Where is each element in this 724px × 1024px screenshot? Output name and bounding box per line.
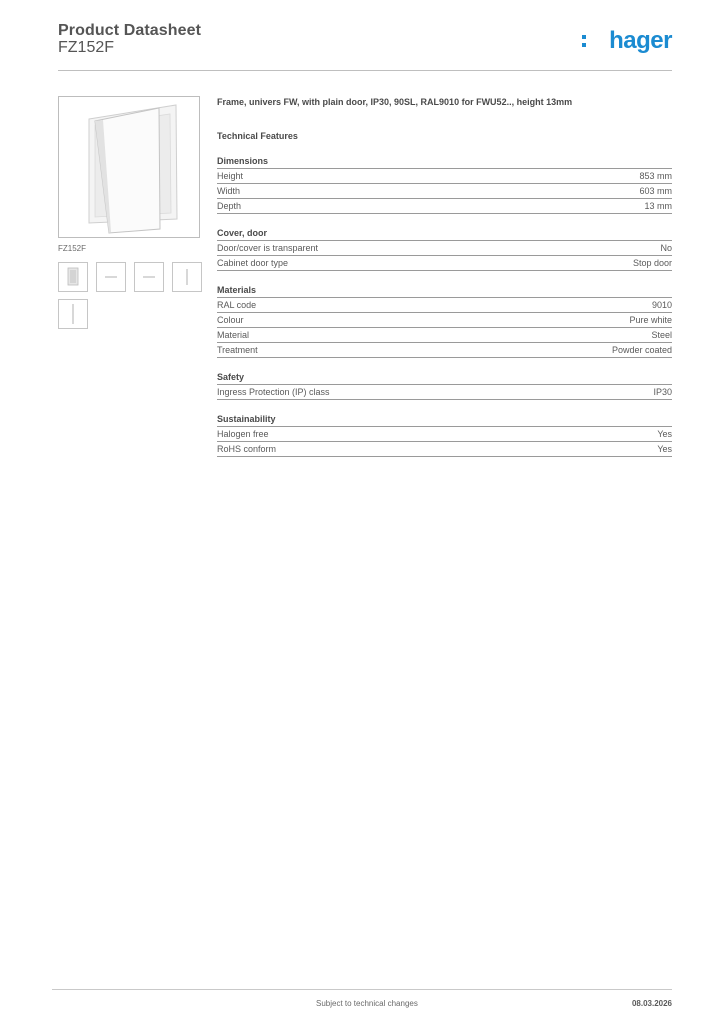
row-value: No [660,243,672,253]
row-value: Yes [657,429,672,439]
hager-logo [582,26,672,56]
row-label: Ingress Protection (IP) class [217,387,330,397]
logo-colon-icon [582,35,587,49]
row-label: Depth [217,201,242,211]
side-view-thumbnail[interactable] [134,262,164,292]
table-row [217,256,672,271]
row-label: RoHS conform [217,444,277,454]
table-row [217,313,672,328]
row-value: Pure white [629,315,672,325]
section-cover-door [217,227,672,271]
table-row [217,328,672,343]
row-value: 13 mm [644,201,672,211]
product-description: Frame, univers FW, with plain door, IP30, 90SL, RAL9010 for FWU52.., height 13mm [217,97,573,107]
table-row [217,343,672,358]
row-value: Powder coated [611,345,672,355]
row-label: Colour [217,315,244,325]
front-view-thumbnail[interactable] [58,262,88,292]
section-sustainability [217,413,672,457]
profile-view-thumbnail[interactable] [58,299,88,329]
section-title: Cover, door [217,227,672,241]
section-title: Safety [217,371,672,385]
row-value: 9010 [651,300,672,310]
table-row [217,184,672,199]
edge-view-thumbnail[interactable] [172,262,202,292]
frame-with-plain-door-image[interactable] [58,96,200,238]
row-value: 603 mm [639,186,672,196]
table-row [217,385,672,400]
row-label: Width [217,186,241,196]
logo-text: hager [609,27,672,54]
product-code: FZ152F [58,39,115,56]
page-header [58,20,672,71]
section-safety [217,371,672,400]
row-value: Yes [657,444,672,454]
row-label: Material [217,330,250,340]
row-value: IP30 [653,387,672,397]
row-label: Door/cover is transparent [217,243,319,253]
table-row [217,427,672,442]
top-view-thumbnail[interactable] [96,262,126,292]
row-label: Treatment [217,345,258,355]
row-label: Height [217,171,244,181]
table-row [217,241,672,256]
row-label: Cabinet door type [217,258,289,268]
technical-content [217,96,672,457]
door-frame-illustration [59,97,199,237]
row-value: Stop door [632,258,672,268]
section-title: Dimensions [217,155,672,169]
section-title: Materials [217,284,672,298]
row-label: Halogen free [217,429,269,439]
table-row [217,169,672,184]
row-value: 853 mm [639,171,672,181]
document-title: Product Datasheet [58,22,202,39]
table-row [217,199,672,214]
table-row [217,442,672,457]
row-label: RAL code [217,300,257,310]
table-row [217,298,672,313]
footer-note: Subject to technical changes [316,999,418,1008]
technical-features-title: Technical Features [217,131,298,141]
row-value: Steel [651,330,672,340]
page-footer [52,989,672,1008]
section-materials [217,284,672,358]
section-dimensions [217,155,672,214]
section-title: Sustainability [217,413,672,427]
footer-date: 08.03.2026 [631,999,672,1008]
image-caption: FZ152F [58,244,87,253]
